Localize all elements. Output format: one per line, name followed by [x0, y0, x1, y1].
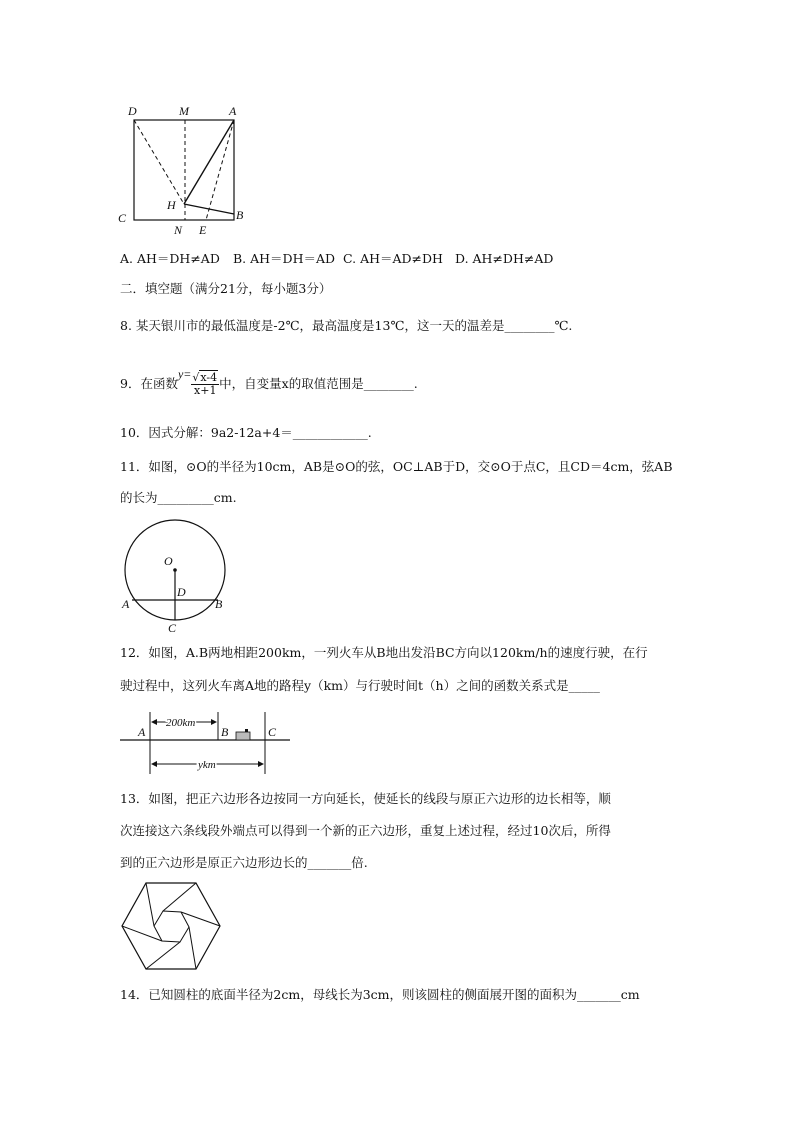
- question-13-line2: 次连接这六条线段外端点可以得到一个新的正六边形，重复上述过程，经过10次后，所得: [120, 823, 611, 838]
- label-d: D: [177, 585, 186, 599]
- label-e: E: [199, 223, 207, 236]
- q9-sqrt-symbol: √: [192, 371, 200, 384]
- question-9: [120, 358, 418, 400]
- question-13-line1: 13．如图，把正六边形各边按同一方向延长，使延长的线段与原正六边形的边长相等，顺: [120, 791, 611, 806]
- y-arrow-head-left: [151, 761, 157, 767]
- label-b: B: [236, 208, 244, 222]
- arrow-head-left: [151, 719, 157, 725]
- hexagon-figure: [118, 880, 224, 972]
- label-a: A: [229, 104, 237, 118]
- question-11-line2: 的长为_________cm.: [120, 490, 237, 505]
- q9-denominator: x+1: [194, 384, 217, 397]
- train-chimney-icon: [245, 729, 248, 732]
- center-point: [173, 568, 177, 572]
- line-a-h: [184, 120, 234, 204]
- label-b: B: [221, 725, 229, 739]
- label-ykm: ykm: [198, 759, 216, 771]
- question-8: 8. 某天银川市的最低温度是-2℃，最高温度是13℃，这一天的温差是________℃.: [120, 318, 573, 333]
- label-d: D: [128, 104, 137, 118]
- section-heading: 二．填空题（满分21分，每小题3分）: [120, 281, 332, 296]
- label-o: O: [164, 554, 173, 568]
- question-10: 10．因式分解：9a2-12a+4＝____________.: [120, 425, 372, 440]
- inner-hexagon: [154, 911, 189, 942]
- q7-option-a: A. AH＝DH≠AD: [120, 251, 220, 266]
- q9-numerator: x-4: [200, 371, 218, 384]
- q9-y-equals: y=: [177, 367, 192, 381]
- label-c: C: [268, 725, 277, 739]
- label-c: C: [118, 211, 127, 225]
- label-n: N: [174, 223, 183, 236]
- circle-figure: [115, 518, 235, 638]
- dashed-line-a-e: [206, 120, 234, 220]
- question-11-line1: 11．如图，⊙O的半径为10cm，AB是⊙O的弦，OC⊥AB于D，交⊙O于点C，且CD＝4cm，弦AB: [120, 459, 673, 474]
- label-c: C: [168, 621, 177, 635]
- question-14: 14．已知圆柱的底面半径为2cm，母线长为3cm，则该圆柱的侧面展开图的面积为_______cm: [120, 987, 640, 1002]
- q7-option-b: B. AH＝DH＝AD: [233, 251, 336, 266]
- pinwheel-lines: [122, 883, 220, 969]
- label-a: A: [122, 597, 130, 611]
- dashed-line-d-h: [134, 120, 184, 204]
- q9-suffix: 中，自变量x的取值范围是________.: [219, 376, 418, 391]
- q7-option-c: C. AH＝AD≠DH: [343, 251, 443, 266]
- q9-fraction: [191, 372, 219, 397]
- train-figure: [118, 708, 296, 780]
- label-h: H: [167, 198, 176, 212]
- question-12-line2: 驶过程中，这列火车离A地的路程y（km）与行驶时间t（h）之间的函数关系式是_____: [120, 678, 600, 693]
- y-arrow-head-right: [258, 761, 264, 767]
- q9-prefix: 9．在函数: [120, 376, 178, 391]
- outer-hexagon: [122, 883, 220, 969]
- square-figure: [110, 96, 270, 236]
- label-a: A: [138, 725, 146, 739]
- question-13-line3: 到的正六边形是原正六边形边长的_______倍.: [120, 855, 368, 870]
- arrow-head-right: [211, 719, 217, 725]
- q7-option-d: D. AH≠DH≠AD: [455, 251, 554, 266]
- question-12-line1: 12．如图，A.B两地相距200km，一列火车从B地出发沿BC方向以120km/h的速度行驶，在行: [120, 645, 648, 660]
- square-outline: [134, 120, 234, 220]
- label-200km: 200km: [166, 717, 196, 729]
- label-b: B: [215, 597, 223, 611]
- line-h-b: [184, 204, 234, 214]
- train-icon: [236, 732, 250, 740]
- label-m: M: [179, 104, 189, 118]
